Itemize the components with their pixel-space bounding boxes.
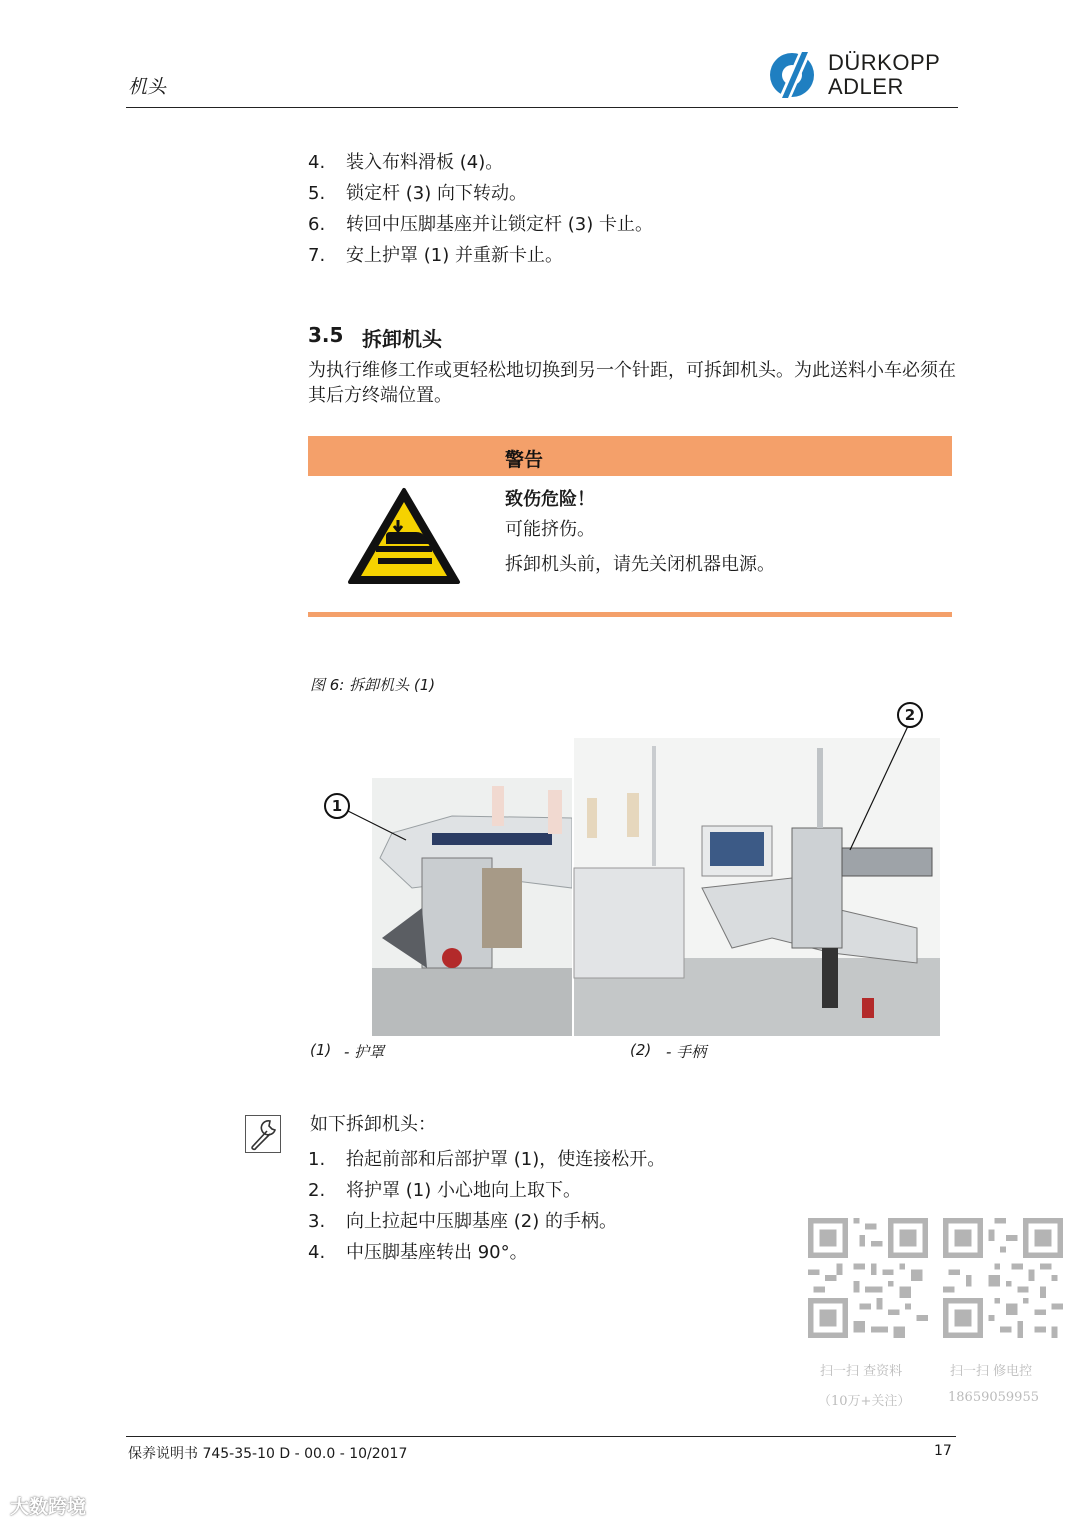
legend-number: (2) (630, 1041, 652, 1059)
list-item (308, 1180, 908, 1202)
section-number: 3.5 (308, 323, 344, 347)
header-title: 机头 (128, 76, 167, 98)
step-text: 抬起前部和后部护罩 (1)，使连接松开。 (346, 1149, 666, 1170)
section-paragraph: 为执行维修工作或更轻松地切换到另一个针距，可拆卸机头。为此送料小车必须在其后方终端位置。 (308, 360, 956, 406)
legend-text: - 手柄 (666, 1043, 707, 1061)
qr-code-right[interactable] (943, 1218, 1063, 1338)
list-item (308, 183, 908, 205)
step-text: 安上护罩 (1) 并重新卡止。 (346, 245, 563, 266)
wrench-icon (245, 1115, 281, 1153)
warning-heading: 致伤危险！ (505, 489, 595, 510)
procedure-intro: 如下拆卸机头： (310, 1114, 436, 1135)
footer-document-id: 保养说明书 745-35-10 D - 00.0 - 10/2017 (128, 1446, 408, 1462)
warning-title: 警告 (505, 449, 544, 471)
qr-left-sublabel: （10万+关注） (818, 1394, 911, 1409)
warning-bottom-bar (308, 612, 952, 617)
warning-header-bar (308, 436, 952, 476)
logo-text-line2: ADLER (828, 74, 904, 99)
step-number: 1. (308, 1149, 326, 1170)
legend-number: (1) (310, 1041, 332, 1059)
list-item (308, 214, 908, 236)
qr-right-label: 扫一扫 修电控 (950, 1364, 1033, 1379)
page-number: 17 (934, 1443, 952, 1459)
header-divider (126, 107, 958, 108)
durkopp-adler-logo (762, 50, 958, 100)
section-title: 拆卸机头 (362, 327, 442, 351)
warning-line: 拆卸机头前，请先关闭机器电源。 (505, 554, 775, 575)
list-item (308, 1149, 908, 1171)
step-number: 2. (308, 1180, 326, 1201)
step-number: 7. (308, 245, 326, 266)
step-text: 锁定杆 (3) 向下转动。 (346, 183, 527, 204)
watermark: 大数跨境 (10, 1496, 87, 1518)
logo-text-line1: DÜRKOPP (828, 50, 941, 75)
crush-hazard-warning-icon (346, 486, 462, 586)
callout-1: 1 (324, 793, 350, 819)
qr-right-sublabel: 18659059955 (948, 1390, 1039, 1405)
callout-leader-lines (330, 700, 930, 880)
callout-2: 2 (897, 702, 923, 728)
legend-text: - 护罩 (344, 1043, 385, 1061)
list-item (308, 152, 908, 174)
step-number: 5. (308, 183, 326, 204)
step-number: 4. (308, 1242, 326, 1263)
logo-mark-icon (762, 50, 826, 100)
step-text: 转回中压脚基座并让锁定杆 (3) 卡止。 (346, 214, 653, 235)
step-text: 装入布料滑板 (4)。 (346, 152, 504, 173)
step-number: 3. (308, 1211, 326, 1232)
step-text: 向上拉起中压脚基座 (2) 的手柄。 (346, 1211, 617, 1232)
figure-caption: 图 6: 拆卸机头 (1) (310, 676, 436, 694)
list-item (308, 245, 908, 267)
step-number: 6. (308, 214, 326, 235)
warning-line: 可能挤伤。 (505, 519, 595, 540)
step-number: 4. (308, 152, 326, 173)
footer-divider (126, 1436, 956, 1437)
step-text: 将护罩 (1) 小心地向上取下。 (346, 1180, 581, 1201)
step-text: 中压脚基座转出 90°。 (346, 1242, 528, 1263)
qr-left-label: 扫一扫 查资料 (820, 1364, 903, 1379)
qr-code-left[interactable] (808, 1218, 928, 1338)
